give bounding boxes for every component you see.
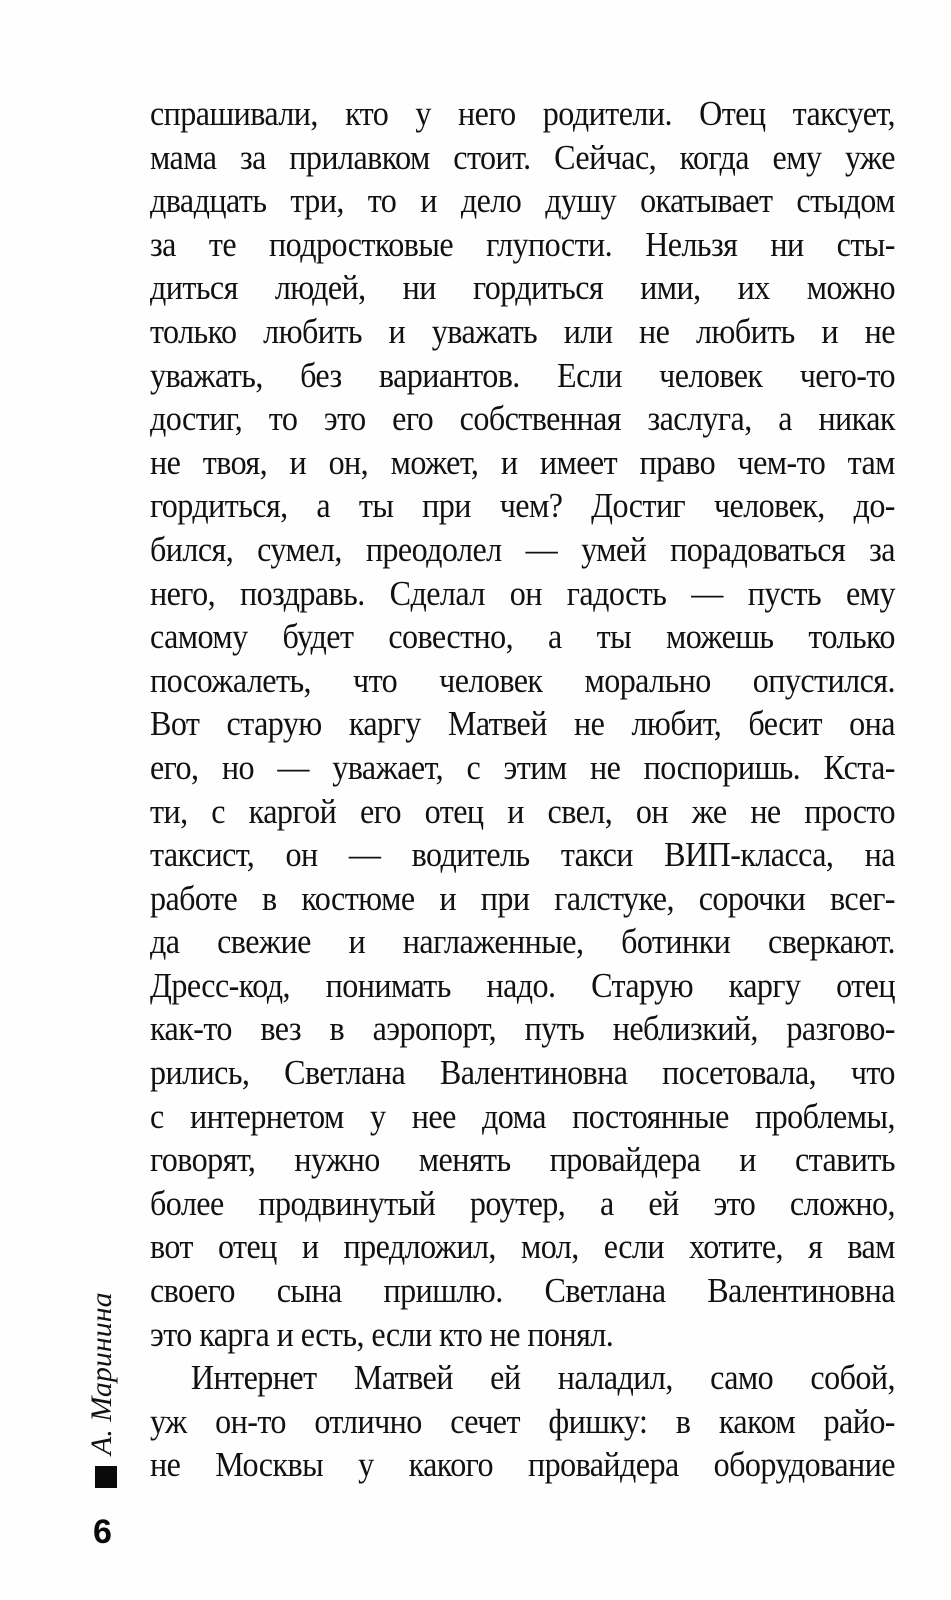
text-line: двадцать три, то и дело душу окатывает стыдом — [150, 182, 895, 221]
text-line: уж он-то отлично сечет фишку: в каком райо- — [150, 1402, 895, 1441]
text-line: да свежие и наглаженные, ботинки сверкают. — [150, 923, 895, 962]
text-line: только любить и уважать или не любить и не — [150, 312, 895, 351]
text-line: Вот старую каргу Матвей не любит, бесит она — [150, 705, 895, 744]
text-line: посожалеть, что человек морально опустился. — [150, 661, 895, 700]
text-line: ти, с каргой его отец и свел, он же не просто — [150, 792, 895, 831]
text-line: за те подростковые глупости. Нельзя ни сты- — [150, 225, 895, 264]
text-line: не твоя, и он, может, и имеет право чем-то там — [150, 443, 895, 482]
text-line: как-то вез в аэропорт, путь неблизкий, разгово- — [150, 1010, 895, 1049]
text-line: более продвинутый роутер, а ей это сложно, — [150, 1184, 895, 1223]
text-line: спрашивали, кто у него родители. Отец таксует, — [150, 95, 895, 133]
text-line: не Москвы у какого провайдера оборудование — [150, 1446, 895, 1485]
text-line: таксист, он — водитель такси ВИП-класса, на — [150, 836, 895, 875]
text-line: мама за прилавком стоит. Сейчас, когда ему уже — [150, 138, 895, 177]
text-line: него, поздравь. Сделал он гадость — пусть ему — [150, 574, 895, 613]
paragraph-end-line: это карга и есть, если кто не понял. — [150, 1315, 614, 1354]
running-head-author: А. Маринина — [85, 1292, 118, 1455]
paragraph-start-line: Интернет Матвей ей наладил, само собой, — [190, 1359, 895, 1398]
text-line: Дресс-код, понимать надо. Старую каргу отец — [150, 966, 895, 1005]
black-square-icon — [95, 1466, 117, 1488]
text-line: диться людей, ни гордиться ими, их можно — [150, 269, 895, 308]
text-line: вот отец и предложил, мол, если хотите, я вам — [150, 1228, 895, 1267]
text-line: своего сына пришлю. Светлана Валентиновна — [150, 1272, 895, 1311]
text-line: бился, сумел, преодолел — умей порадоваться за — [150, 530, 895, 569]
text-line: его, но — уважает, с этим не поспоришь. Кста- — [150, 748, 895, 787]
text-line: уважать, без вариантов. Если человек чего-то — [150, 356, 895, 395]
page-number: 6 — [93, 1513, 112, 1551]
text-line: говорят, нужно менять провайдера и ставить — [150, 1141, 895, 1180]
text-line: работе в костюме и при галстуке, сорочки всег- — [150, 879, 895, 918]
text-line: с интернетом у нее дома постоянные проблемы, — [150, 1097, 895, 1136]
text-line: гордиться, а ты при чем? Достиг человек, до- — [150, 487, 895, 526]
body-text — [150, 93, 895, 1488]
text-line: рились, Светлана Валентиновна посетовала, что — [150, 1054, 895, 1093]
text-line: достиг, то это его собственная заслуга, а никак — [150, 400, 895, 439]
text-line: самому будет совестно, а ты можешь только — [150, 618, 895, 657]
